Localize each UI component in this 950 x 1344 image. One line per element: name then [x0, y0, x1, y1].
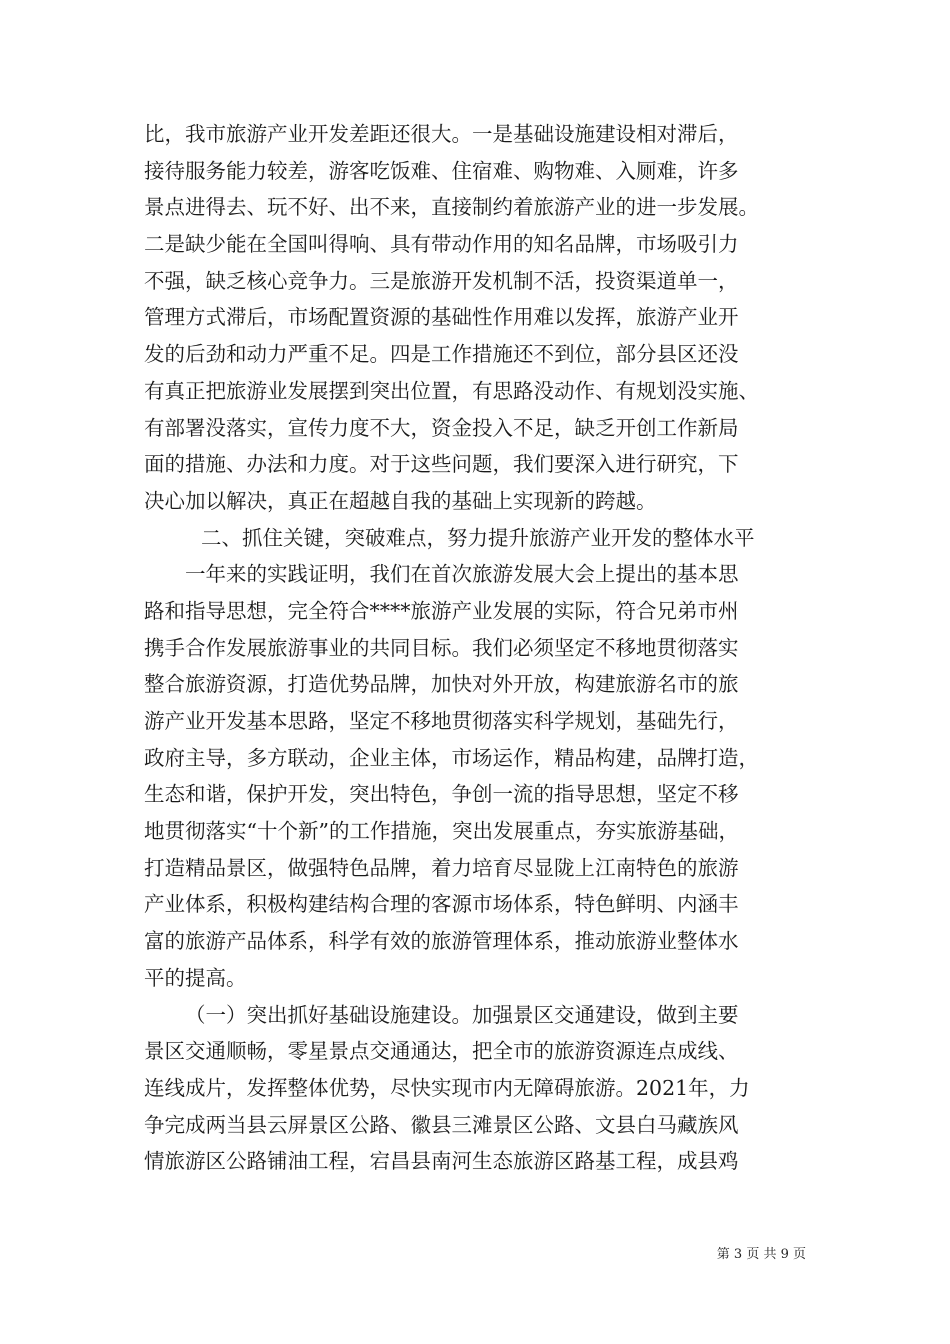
text-line: 携手合作发展旅游事业的共同目标。我们必须坚定不移地贯彻落实: [144, 635, 739, 660]
text-line: 景区交通顺畅，零星景点交通通达，把全市的旅游资源连点成线、: [144, 1039, 739, 1064]
text-line: 政府主导，多方联动，企业主体，市场运作，精品构建，品牌打造，: [144, 745, 759, 770]
text-line: 景点进得去、玩不好、出不来，直接制约着旅游产业的进一步发展。: [144, 195, 759, 220]
section-heading: 二、抓住关键，突破难点，努力提升旅游产业开发的整体水平: [201, 525, 755, 550]
text-line: 连线成片，发挥整体优势，尽快实现市内无障碍旅游。2021年，力: [144, 1075, 750, 1100]
text-line: 情旅游区公路铺油工程，宕昌县南河生态旅游区路基工程，成县鸡: [144, 1149, 739, 1174]
text-line: 富的旅游产品体系，科学有效的旅游管理体系，推动旅游业整体水: [144, 929, 739, 954]
text-line: 打造精品景区，做强特色品牌，着力培育尽显陇上江南特色的旅游: [144, 855, 739, 880]
text-line: 发的后劲和动力严重不足。四是工作措施还不到位，部分县区还没: [144, 342, 739, 367]
text-line: 路和指导思想，完全符合****旅游产业发展的实际，符合兄弟市州: [144, 598, 739, 623]
text-line: 比，我市旅游产业开发差距还很大。一是基础设施建设相对滞后，: [144, 122, 739, 146]
text-line: 面的措施、办法和力度。对于这些问题，我们要深入进行研究，下: [144, 452, 739, 477]
text-line: 生态和谐，保护开发，突出特色，争创一流的指导思想，坚定不移: [144, 782, 739, 807]
document-body: [144, 116, 814, 1180]
text-line: 产业体系，积极构建结构合理的客源市场体系，特色鲜明、内涵丰: [144, 892, 739, 917]
text-line: 游产业开发基本思路，坚定不移地贯彻落实科学规划，基础先行，: [144, 709, 739, 733]
subsection-line: （一）突出抓好基础设施建设。加强景区交通建设，做到主要: [185, 1002, 739, 1027]
text-line: 有部署没落实，宣传力度不大，资金投入不足，缺乏开创工作新局: [144, 415, 739, 440]
text-line: 地贯彻落实“十个新”的工作措施，突出发展重点，夯实旅游基础，: [144, 819, 739, 844]
text-line: 一年来的实践证明，我们在首次旅游发展大会上提出的基本思: [185, 562, 739, 587]
text-line: 决心加以解决，真正在超越自我的基础上实现新的跨越。: [144, 488, 657, 513]
page-number: 第 3 页 共 9 页: [716, 1247, 806, 1262]
text-line: 管理方式滞后，市场配置资源的基础性作用难以发挥，旅游产业开: [144, 305, 739, 330]
text-line: 不强，缺乏核心竞争力。三是旅游开发机制不活，投资渠道单一，: [144, 268, 739, 293]
text-line: 整合旅游资源，打造优势品牌，加快对外开放，构建旅游名市的旅: [144, 672, 739, 697]
text-line: 有真正把旅游业发展摆到突出位置，有思路没动作、有规划没实施、: [144, 378, 759, 403]
text-line: 接待服务能力较差，游客吃饭难、住宿难、购物难、入厕难，许多: [144, 158, 739, 183]
text-line: 争完成两当县云屏景区公路、徽县三滩景区公路、文县白马藏族风: [144, 1112, 739, 1137]
text-line: 二是缺少能在全国叫得响、具有带动作用的知名品牌，市场吸引力: [144, 232, 739, 257]
text-line: 平的提高。: [144, 965, 247, 990]
